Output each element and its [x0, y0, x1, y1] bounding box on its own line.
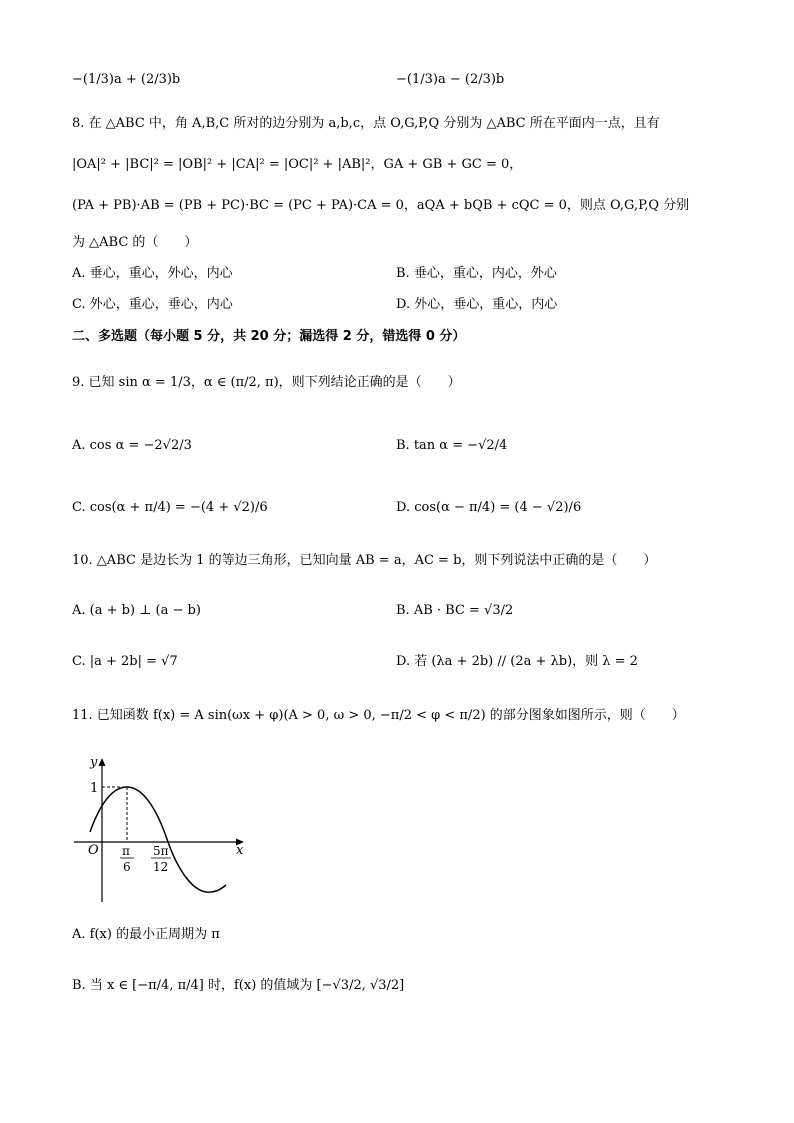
sine-curve [90, 787, 226, 892]
q8-condition-line1: |OA|² + |BC|² = |OB|² + |CA|² = |OC|² + |AB|²，GA + GB + GC = 0， [72, 157, 523, 172]
q10-option-b: B. AB · BC = √3/2 [396, 603, 514, 618]
x-tick1-numerator: π [122, 844, 130, 858]
q11-option-b: B. 当 x ∈ [−π/4, π/4] 时，f(x) 的值域为 [−√3/2, √3/2] [72, 978, 405, 993]
x-tick1-denominator: 6 [123, 860, 131, 874]
q7-option-d-text: −(1/3)a − (2/3)b [396, 72, 505, 87]
q11-stem: 11. 已知函数 f(x) = A sin(ωx + φ)(A > 0, ω > 0, −π/2 < φ < π/2) 的部分图象如图所示，则（ ） [72, 708, 685, 723]
q8-option-b: B. 垂心，重心，内心，外心 [396, 266, 557, 281]
q11-function-graph [68, 752, 268, 912]
q8-stem-line2: 为 △ABC 的（ ） [72, 235, 198, 250]
q9-stem: 9. 已知 sin α = 1/3，α ∈ (π/2, π)，则下列结论正确的是（ ） [72, 375, 461, 390]
y-tick-label: 1 [90, 781, 99, 796]
section-heading-multiple-choice: 二、多选题（每小题 5 分，共 20 分；漏选得 2 分，错选得 0 分） [72, 329, 466, 344]
x-tick2-numerator: 5π [153, 844, 169, 858]
y-axis-arrow-icon [99, 758, 106, 766]
x-tick2-denominator: 12 [153, 860, 169, 874]
q7-option-d [396, 70, 504, 90]
q9-option-d: D. cos(α − π/4) = (4 − √2)/6 [396, 500, 582, 515]
origin-label: O [88, 843, 99, 858]
q9-option-a: A. cos α = −2√2/3 [72, 438, 192, 453]
q10-option-d: D. 若 (λa + 2b) // (2a + λb)，则 λ = 2 [396, 654, 638, 669]
q8-option-a: A. 垂心，重心，外心，内心 [72, 266, 233, 281]
q11-option-a: A. f(x) 的最小正周期为 π [72, 927, 220, 942]
x-axis-label: x [236, 843, 244, 858]
q8-stem-line1: 8. 在 △ABC 中，角 A,B,C 所对的边分别为 a,b,c，点 O,G,P,Q 分别为 △ABC 所在平面内一点，且有 [72, 116, 660, 131]
q7-option-c [72, 70, 180, 90]
q10-option-c: C. |a + 2b| = √7 [72, 654, 178, 669]
q10-option-a: A. (a + b) ⊥ (a − b) [72, 603, 201, 618]
q8-condition-line2: (PA + PB)·AB = (PB + PC)·BC = (PC + PA)·CA = 0，aQA + bQB + cQC = 0，则点 O,G,P,Q 分别 [72, 198, 690, 213]
q8-option-d: D. 外心，垂心，重心，内心 [396, 297, 558, 312]
q10-stem: 10. △ABC 是边长为 1 的等边三角形，已知向量 AB = a，AC = b，则下列说法中正确的是（ ） [72, 553, 657, 568]
q9-option-b: B. tan α = −√2/4 [396, 438, 508, 453]
q7-option-c-text: −(1/3)a + (2/3)b [72, 72, 181, 87]
q9-option-c: C. cos(α + π/4) = −(4 + √2)/6 [72, 500, 268, 515]
q8-option-c: C. 外心，重心，垂心，内心 [72, 297, 233, 312]
y-axis-label: y [90, 755, 98, 770]
